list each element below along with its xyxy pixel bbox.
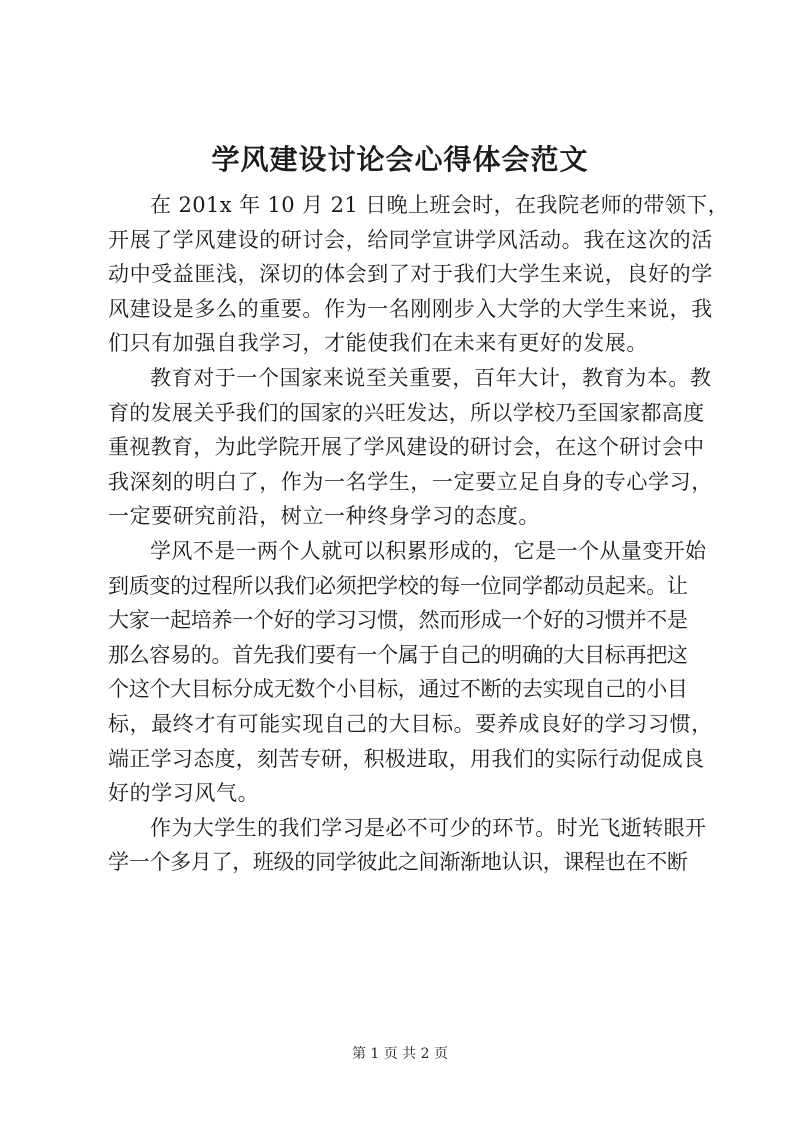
paragraph-line: 好的学习风气。 (108, 781, 260, 806)
paragraph-3 (108, 534, 713, 811)
paragraph-line: 学风不是一两个人就可以积累形成的，它是一个从量变开始 (150, 538, 707, 563)
paragraph-line: 育的发展关乎我们的国家的兴旺发达，所以学校乃至国家都高度 (108, 400, 705, 425)
paragraph-2 (108, 361, 713, 534)
paragraph-line: 端正学习态度，刻苦专研，积极进取，用我们的实际行动促成良 (108, 746, 705, 771)
paragraph-1 (108, 188, 730, 361)
paragraph-line: 我深刻的明白了，作为一名学生，一定要立足自身的专心学习， (108, 469, 713, 494)
paragraph-line: 那么容易的。首先我们要有一个属于自己的明确的大目标再把这 (108, 642, 688, 667)
document-body (108, 188, 730, 880)
paragraph-line: 大家一起培养一个好的学习习惯，然而形成一个好的习惯并不是 (108, 608, 688, 633)
paragraph-line: 风建设是多么的重要。作为一名刚刚步入大学的大学生来说，我 (108, 296, 713, 321)
paragraph-line: 在 201x 年 10 月 21 日晚上班会时，在我院老师的带领下， (150, 193, 730, 217)
paragraph-4 (108, 811, 707, 880)
paragraph-line: 开展了学风建设的研讨会，给同学宣讲学风活动。我在这次的活 (108, 227, 713, 252)
document-title: 学风建设讨论会心得体会范文 (211, 143, 589, 176)
paragraph-line: 个这个大目标分成无数个小目标，通过不断的去实现自己的小目 (108, 677, 688, 702)
page-number-footer: 第 1 页 共 2 页 (351, 1046, 449, 1062)
paragraph-line: 标，最终才有可能实现自己的大目标。要养成良好的学习习惯， (108, 711, 713, 736)
paragraph-line: 动中受益匪浅，深切的体会到了对于我们大学生来说，良好的学 (108, 262, 713, 287)
paragraph-line: 重视教育，为此学院开展了学风建设的研讨会，在这个研讨会中 (108, 435, 705, 460)
paragraph-line: 们只有加强自我学习，才能使我们在未来有更好的发展。 (108, 331, 648, 356)
paragraph-line: 教育对于一个国家来说至关重要，百年大计，教育为本。教 (150, 365, 712, 390)
paragraph-line: 作为大学生的我们学习是必不可少的环节。时光飞逝转眼开 (150, 815, 707, 840)
paragraph-line: 学一个多月了，班级的同学彼此之间渐渐地认识，课程也在不断 (108, 850, 688, 875)
paragraph-line: 一定要研究前沿，树立一种终身学习的态度。 (108, 504, 540, 529)
paragraph-line: 到质变的过程所以我们必须把学校的每一位同学都动员起来。让 (108, 573, 688, 598)
